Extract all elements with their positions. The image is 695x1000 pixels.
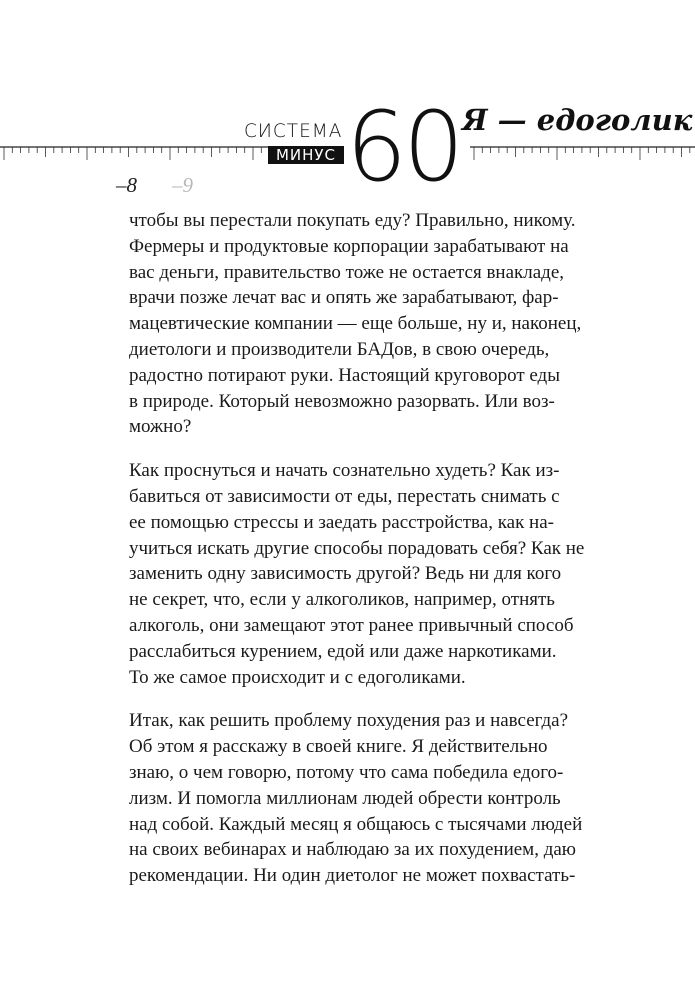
brand-logo-sistema: СИСТЕМА	[244, 121, 343, 142]
text-line: лизм. И помогла миллионам людей обрести контроль	[129, 787, 561, 809]
text-line: ее помощью стрессы и заедать расстройства, как на-	[129, 511, 554, 533]
text-line: заменить одну зависимость другой? Ведь ни для кого	[129, 563, 562, 585]
text-line: на своих вебинарах и наблюдаю за их похудением, даю	[129, 839, 576, 861]
page-number-current: –8	[116, 173, 137, 197]
text-line: можно?	[129, 416, 192, 438]
text-line: не секрет, что, если у алкоголиков, например, отнять	[129, 589, 555, 611]
text-line: врачи позже лечат вас и опять же зарабатывают, фар-	[129, 287, 559, 309]
text-line: чтобы вы перестали покупать еду? Правильно, никому.	[129, 210, 576, 231]
text-line: Фермеры и продуктовые корпорации зарабатывают на	[129, 235, 569, 257]
text-line: расслабиться курением, едой или даже наркотиками.	[129, 640, 557, 662]
ruler-right	[470, 147, 695, 160]
page-number-next: –9	[172, 173, 193, 197]
ruler-left	[0, 147, 268, 160]
text-line: в природе. Который невозможно разорвать. Или воз-	[129, 390, 555, 412]
text-line: учиться искать другие способы порадовать себя? Как не	[129, 537, 585, 559]
body-text	[129, 208, 613, 907]
text-line: бавиться от зависимости от еды, перестать снимать с	[129, 485, 560, 507]
text-line: рекомендации. Ни один диетолог не может похвастать-	[129, 865, 576, 887]
chapter-title: Я — едоголик	[462, 103, 693, 137]
brand-logo-minus: МИНУС	[268, 146, 344, 164]
text-line: над собой. Каждый месяц я общаюсь с тысячами людей	[129, 813, 583, 835]
text-line: Как проснуться и начать сознательно худеть? Как из-	[129, 460, 560, 482]
text-line: То же самое происходит и с едоголиками.	[129, 666, 466, 688]
text-line: диетологи и производители БАДов, в свою очередь,	[129, 338, 550, 360]
text-line: вас деньги, правительство тоже не остается внакладе,	[129, 261, 565, 283]
brand-logo-number: 60	[346, 91, 461, 203]
text-line: Об этом я расскажу в своей книге. Я действительно	[129, 736, 548, 758]
paragraph	[129, 458, 613, 690]
paragraph	[129, 708, 613, 889]
text-line: Итак, как решить проблему похудения раз и навсегда?	[129, 710, 569, 732]
paragraph	[129, 208, 613, 440]
text-line: мацевтические компании — еще больше, ну и, наконец,	[129, 313, 582, 335]
text-line: знаю, о чем говорю, потому что сама победила едого-	[129, 761, 564, 783]
text-line: радостно потирают руки. Настоящий круговорот еды	[129, 364, 560, 386]
text-line: алкоголь, они замещают этот ранее привычный способ	[129, 614, 574, 636]
